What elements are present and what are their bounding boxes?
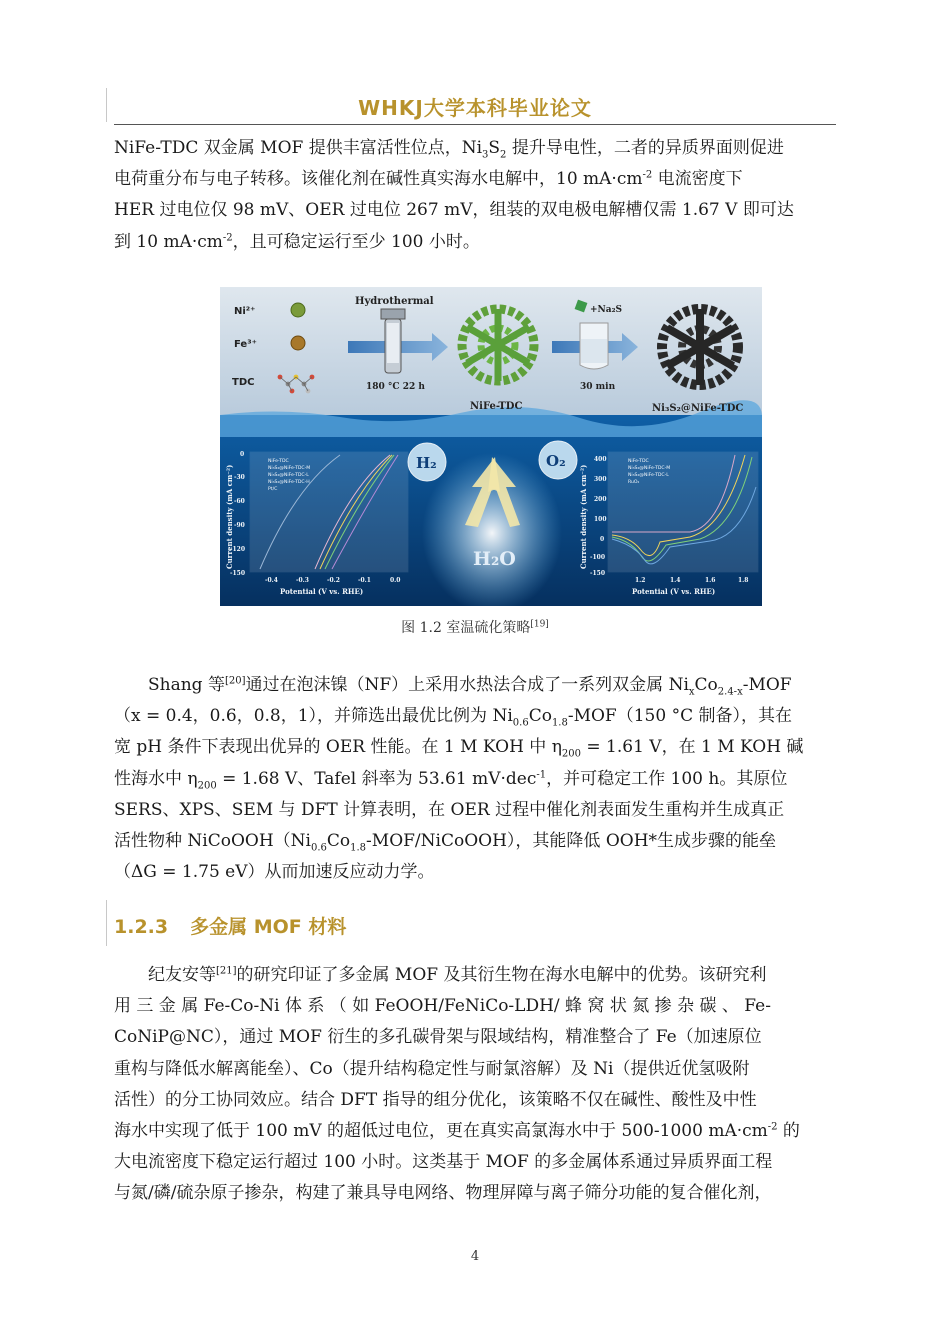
her-xtick: -0.2: [327, 577, 340, 584]
her-legend-entry: NiFe-TDC: [268, 459, 289, 464]
her-ytick: -90: [234, 522, 245, 529]
figure-room-temperature-sulfidation: [220, 287, 762, 606]
her-ytick: -60: [234, 498, 245, 505]
oer-xtick: 1.6: [705, 577, 716, 584]
h2-label: H₂: [416, 454, 437, 472]
paragraph-1: NiFe-TDC 双金属 MOF 提供丰富活性位点，$Ni_3S_2$ 提升导电性，二者的异质界面则促进 电荷重分布与电子转移。该催化剂在碱性真实海水电解中，10 $mA\cdot cm^{-2}$ 电流密度下 HER 过电位仅 98 mV、OER 过电位 267 mV，组装的双电极电解槽仅需 1.67 V 即可达 到 10 $mA\cdot cm^{-2}$，且可稳定运行至少 100 小时。: [114, 138, 794, 252]
figure-caption: 图 1.2 室温硫化策略[19]: [401, 619, 549, 636]
header-rule: [114, 124, 836, 125]
oer-legend-entry: NiFe-TDC: [628, 459, 649, 464]
oer-legend-entry: RuO₂: [628, 480, 640, 485]
oer-ytick: 400: [594, 456, 607, 463]
paragraph-3: 纪友安等[21]的研究印证了多金属 MOF 及其衍生物在海水电解中的优势。该研究利 用 三 金 属 Fe-Co-Ni 体 系 （ 如 FeOOH/FeNiCo-LDH/ 蜂 窝 状 氮 掺 杂 碳 、 Fe- CoNiP@NC），通过 MOF 衍生的多孔碳骨架与限域结构，精准整合了 Fe（加速原位 重构与降低水解离能垒）、Co（提升结构稳定性与耐氯溶解）及 Ni（提供近优氢吸附 活性）的分工协同效应。结合 DFT 指导的组分优化，该策略不仅在碱性、酸性及中性 海水中实现了低于 100 mV 的超低过电位，更在真实高氯海水中于 500-1000 $mA\cdot cm^{-2}$ 的 大电流密度下稳定运行超过 100 小时。这类基于 MOF 的多金属体系通过异质界面工程 与氮/磷/硫杂原子掺杂，构建了兼具导电网络、物理屏障与离子筛分功能的复合催化剂，: [114, 965, 800, 1204]
ni-ion-sphere: [291, 303, 305, 317]
o2-label: O₂: [546, 452, 566, 470]
running-header-title: WHKJ大学本科毕业论文: [358, 96, 592, 120]
section-number: 1.2.3: [114, 916, 169, 938]
section-side-mark: [106, 900, 107, 946]
oer-legend-entry: Ni₃S₂@NiFe-TDC-L: [628, 473, 669, 478]
step1-condition: 180 °C 22 h: [366, 382, 425, 392]
fe-ion-sphere: [291, 336, 305, 350]
her-xtick: 0.0: [390, 577, 401, 584]
oer-ytick: -150: [590, 570, 606, 577]
oer-xtick: 1.4: [670, 577, 681, 584]
her-ytick: 0: [240, 451, 245, 458]
oer-xtick: 1.8: [738, 577, 749, 584]
paragraph-2: Shang 等[20]通过在泡沫镍（NF）上采用水热法合成了一系列双金属 $Ni_xCo_{2.4-x}$-MOF （x = 0.4，0.6，0.8，1），并筛选出最优比例为 $Ni_{0.6}Co_{1.8}-MOF(150$ °C 制备），其在 宽 pH 条件下表现出优异的 OER 性能。在 1 M KOH 中 $\eta_{200} = 1.61$ V，在 1 M KOH 碱 性海水中 $\eta_{200} = 1.68$ V、Tafel 斜率为 53.61 mV·dec$^{-1}$，并可稳定工作 100 h。其原位 SERS、XPS、SEM 与 DFT 计算表明，在 OER 过程中催化剂表面发生重构并生成真正 活性物种 $NiCoOOH(Ni_{0.6}Co_{1.8}-MOF/NiCoOOH)$，其能降低 OOH*生成步骤的能垒 （ΔG = 1.75 eV）从而加速反应动力学。: [114, 675, 804, 883]
autoclave-icon: [381, 309, 405, 373]
product2-label: Ni₃S₂@NiFe-TDC: [652, 403, 744, 414]
header-corner-mark: [106, 88, 107, 122]
product1-label: NiFe-TDC: [470, 401, 523, 412]
her-legend-entry: Ni₃S₂@NiFe-TDC-H: [268, 480, 310, 485]
oer-ytick: 100: [594, 516, 607, 523]
her-xlabel: Potential (V vs. RHE): [280, 587, 364, 596]
step2-condition: 30 min: [580, 382, 616, 392]
ion-label-ni: Ni²⁺: [234, 306, 256, 317]
page-number: 4: [470, 1249, 480, 1264]
ion-label-fe: Fe³⁺: [234, 339, 257, 350]
oer-ytick: -100: [590, 554, 606, 561]
her-legend-entry: Ni₃S₂@NiFe-TDC-M: [268, 466, 311, 471]
her-xtick: -0.1: [358, 577, 371, 584]
her-legend-entry: Ni₃S₂@NiFe-TDC-L: [268, 473, 309, 478]
section-heading: [114, 912, 346, 939]
ion-label-tdc: TDC: [232, 377, 255, 388]
beaker-icon: [580, 323, 608, 369]
oer-ytick: 200: [594, 496, 607, 503]
step2-label: +Na₂S: [590, 305, 623, 315]
oer-legend-entry: Ni₃S₂@NiFe-TDC-M: [628, 466, 671, 471]
her-ytick: -120: [230, 546, 246, 553]
oer-ylabel: Current density (mA cm⁻²): [579, 464, 588, 569]
oer-ytick: 300: [594, 476, 607, 483]
h2o-label: H₂O: [473, 548, 516, 570]
her-legend-entry: Pt/C: [268, 487, 278, 492]
her-xtick: -0.4: [265, 577, 278, 584]
her-ytick: -30: [234, 474, 245, 481]
section-title: 多金属 MOF 材料: [190, 916, 347, 938]
step1-label: Hydrothermal: [355, 296, 434, 307]
her-ylabel: Current density (mA cm⁻²): [225, 464, 234, 569]
her-xtick: -0.3: [296, 577, 309, 584]
oer-xtick: 1.2: [635, 577, 646, 584]
her-ytick: -150: [230, 570, 246, 577]
oer-xlabel: Potential (V vs. RHE): [632, 587, 716, 596]
oer-ytick: 0: [600, 536, 605, 543]
